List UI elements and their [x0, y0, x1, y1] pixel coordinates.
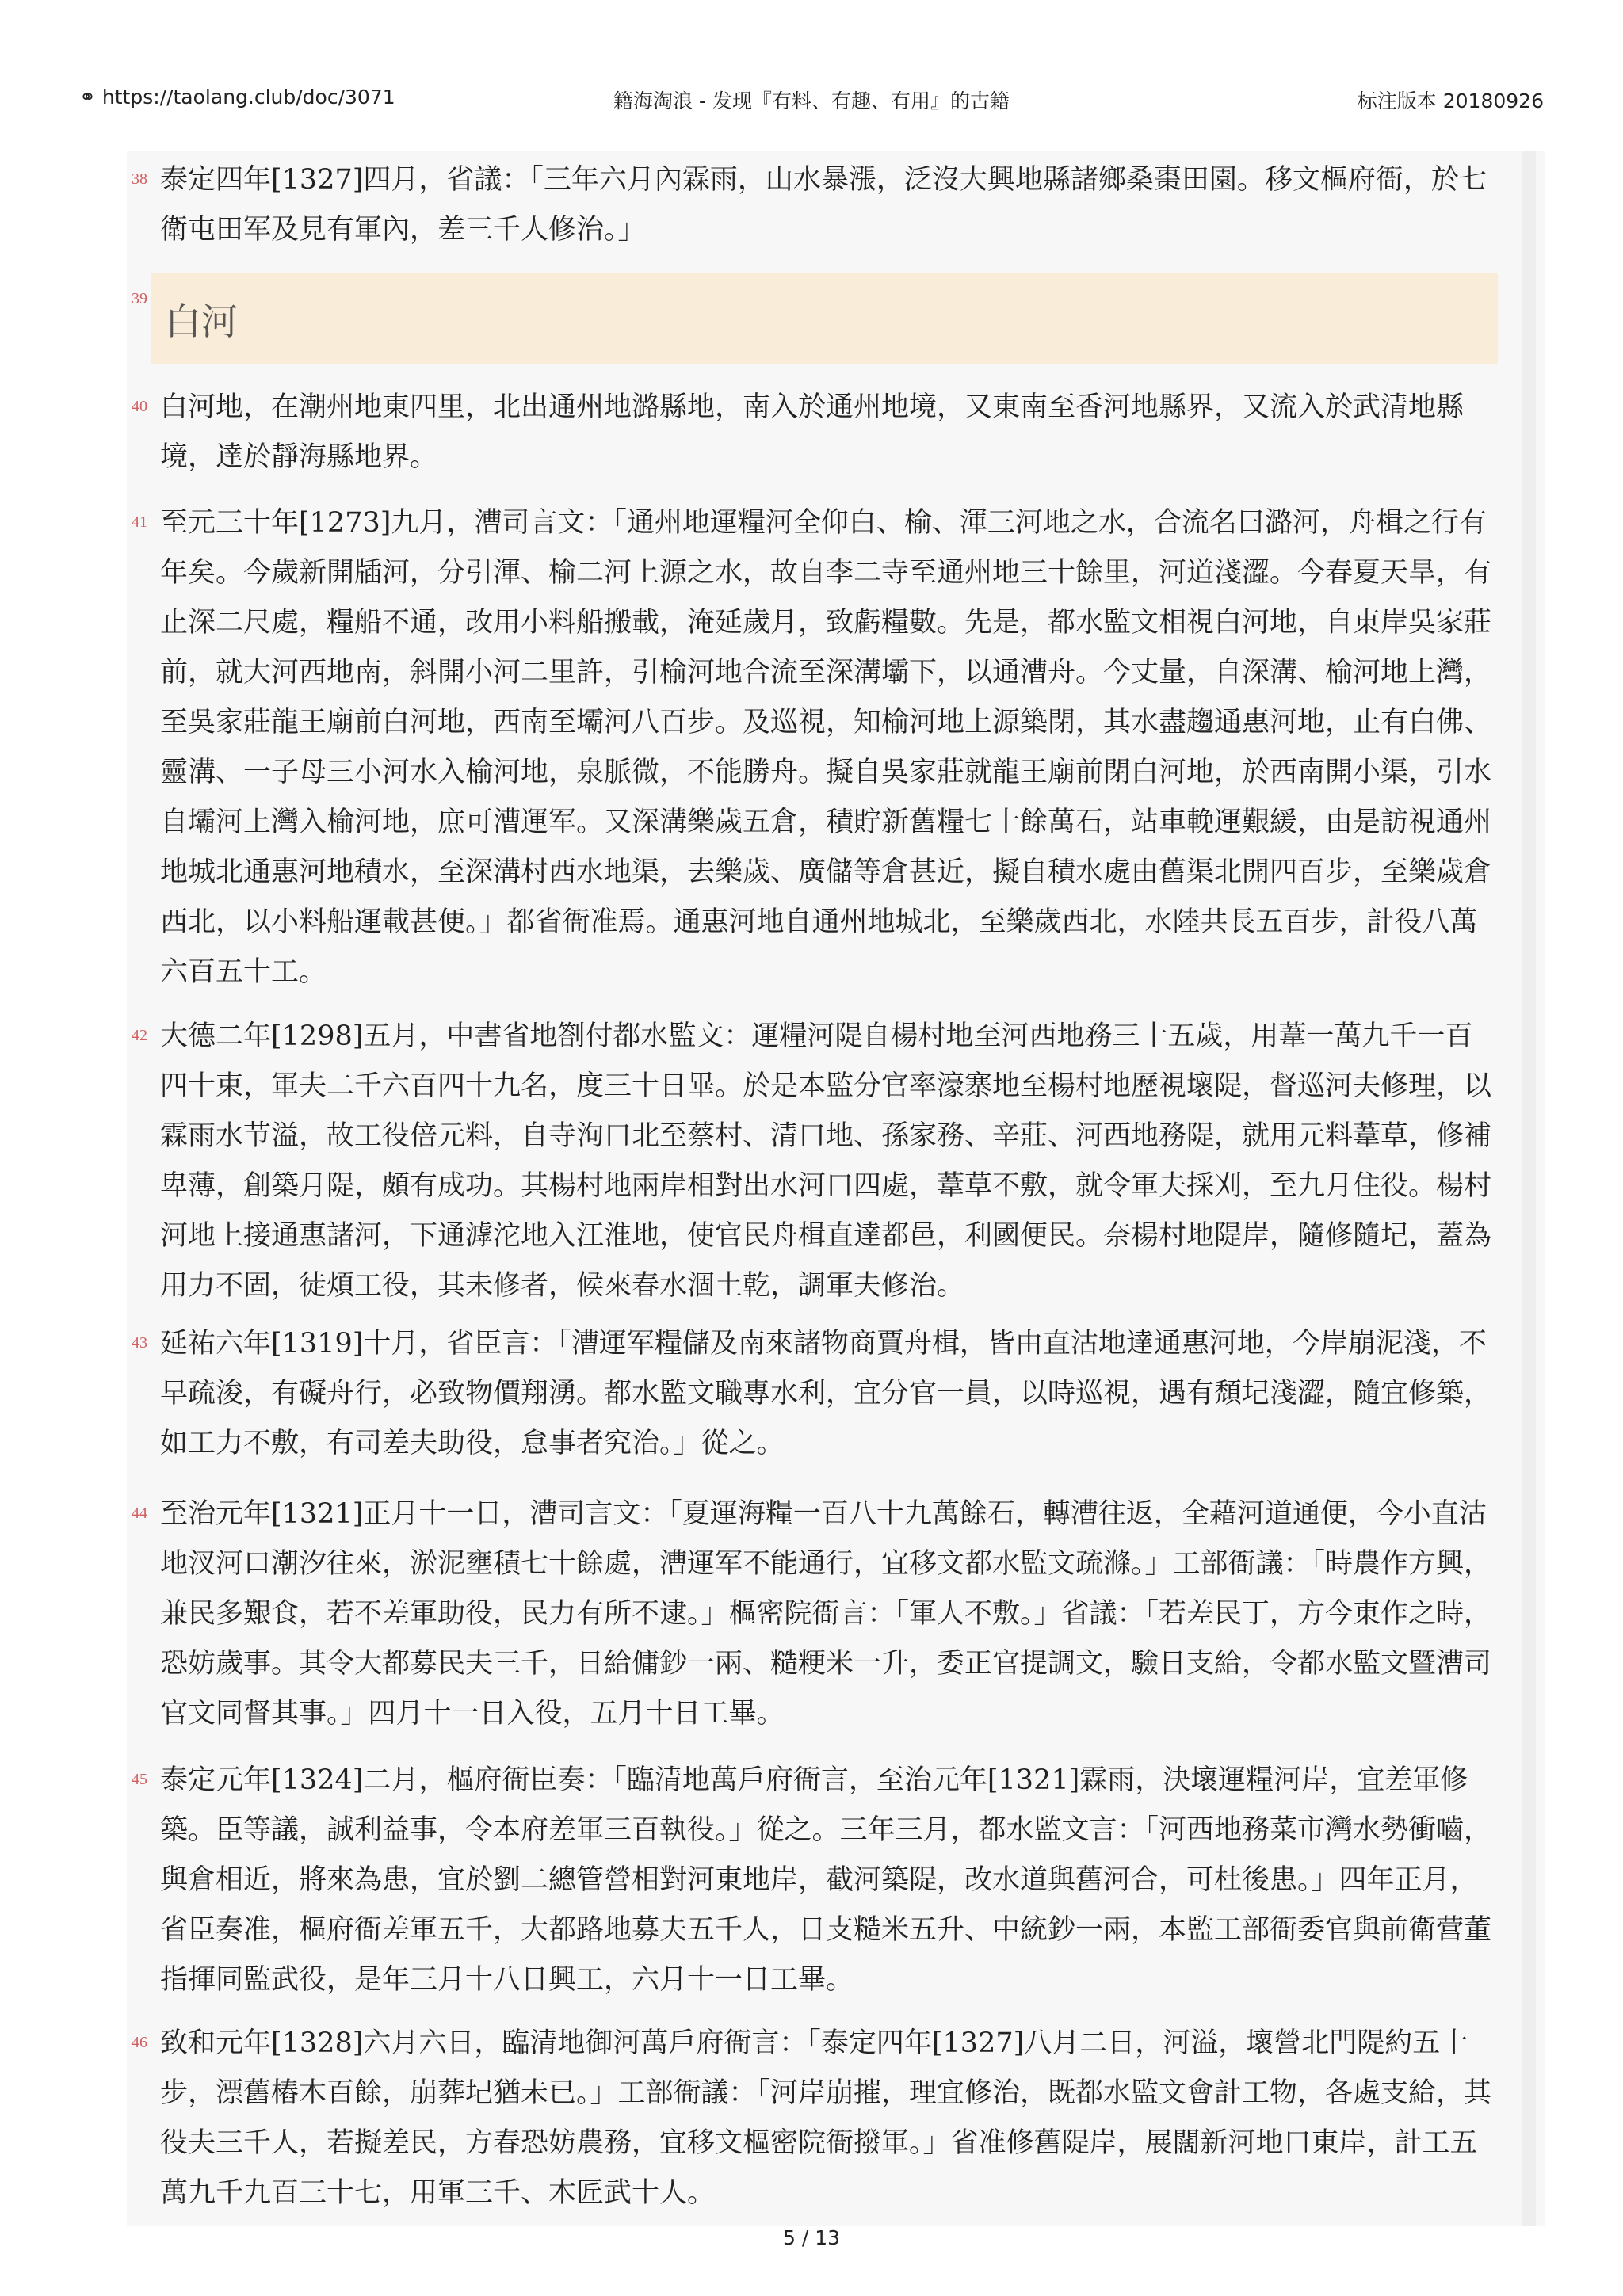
- paragraph-number: 40: [132, 398, 147, 415]
- paragraph-44: [160, 1489, 1499, 1739]
- paragraph-42: [160, 1012, 1499, 1311]
- page-indicator: 5 / 13: [782, 2226, 841, 2249]
- paragraph-40: [160, 383, 1499, 482]
- paragraph-46: [160, 2019, 1499, 2218]
- paragraph-text: 至元三十年[1273]九月，漕司言文：「通州地運糧河全仰白、榆、渾三河地之水，合流名曰潞河，舟楫之行有年矣。今歲新開牐河，分引渾、榆二河上源之水，故自李二寺至通州地三十餘里，河道淺澀。今春夏天旱，有止深二尺處，糧船不通，改用小料船搬載，淹延歲月，致虧糧數。先是，都水監文相視白河地，自東岸吳家莊前，就大河西地南，斜開小河二里許，引榆河地合流至深溝壩下，以通漕舟。今丈量，自深溝、榆河地上灣，至吳家莊龍王廟前白河地，西南至壩河八百步。及巡視，知榆河地上源築閉，其水盡趨通惠河地，止有白佛、靈溝、一子母三小河水入榆河地，泉脈微，不能勝舟。擬自吳家莊就龍王廟前閉白河地，於西南開小渠，引水自壩河上灣入榆河地，庶可漕運军。又深溝樂歲五倉，積貯新舊糧七十餘萬石，站車輓運艱緩，由是訪視通州地城北通惠河地積水，至深溝村西水地渠，去樂歲、廣儲等倉甚近，擬自積水處由舊渠北開四百步，至樂歲倉西北，以小料船運載甚便。」都省衙准焉。通惠河地自通州地城北，至樂歲西北，水陸共長五百步，計役八萬六百五十工。: [160, 507, 1492, 988]
- paragraph-45: [160, 1756, 1499, 2005]
- paragraph-text: 延祐六年[1319]十月，省臣言：「漕運军糧儲及南來諸物商賈舟楫，皆由直沽地達通惠河地，今岸崩泥淺，不早疏浚，有礙舟行，必致物價翔湧。都水監文職專水利，宜分官一員，以時巡視，遇有頹圮淺澀，隨宜修築，如工力不敷，有司差夫助役，怠事者究治。」從之。: [160, 1328, 1492, 1459]
- paragraph-41: [160, 498, 1499, 997]
- section-heading-text: 白河: [165, 300, 238, 343]
- scrollbar[interactable]: [1522, 151, 1536, 2226]
- paragraph-number: 43: [132, 1334, 147, 1352]
- paragraph-number: 44: [132, 1505, 147, 1522]
- section-heading: [151, 273, 1498, 364]
- paragraph-text: 至治元年[1321]正月十一日，漕司言文：「夏運海糧一百八十九萬餘石，轉漕往返，全藉河道通便，今小直沽地汊河口潮汐往來，淤泥壅積七十餘處，漕運军不能通行，宜移文都水監文疏滌。」工部衙議：「時農作方興，兼民多艱食，若不差軍助役，民力有所不逮。」樞密院衙言：「軍人不敷。」省議：「若差民丁，方今東作之時，恐妨歲事。其令大都募民夫三千，日給傭鈔一兩、糙粳米一升，委正官提調文，驗日支給，令都水監文暨漕司官文同督其事。」四月十一日入役，五月十日工畢。: [160, 1498, 1492, 1730]
- version-label: 标注版本 20180926: [1357, 90, 1544, 113]
- paragraph-number: 46: [132, 2034, 147, 2051]
- paragraph-text: 泰定元年[1324]二月，樞府衙臣奏：「臨清地萬戶府衙言，至治元年[1321]霖雨，決壞運糧河岸，宜差軍修築。臣等議，誠利益事，令本府差軍三百執役。」從之。三年三月，都水監文言：「河西地務菜市灣水勢衝嚙，與倉相近，將來為患，宜於劉二總管營相對河東地岸，截河築隄，改水道與舊河合，可杜後患。」四年正月，省臣奏准，樞府衙差軍五千，大都路地募夫五千人，日支糙米五升、中統鈔一兩，本監工部衙委官與前衛营董指揮同監武役，是年三月十八日興工，六月十一日工畢。: [160, 1764, 1492, 1996]
- paragraph-number: 41: [132, 513, 147, 531]
- paragraph-text: 泰定四年[1327]四月，省議：「三年六月內霖雨，山水暴漲，泛沒大興地縣諸鄉桑棗田園。移文樞府衙，於七衛屯田军及見有軍內，差三千人修治。」: [160, 164, 1487, 246]
- paragraph-38: [160, 155, 1499, 255]
- paragraph-text: 大德二年[1298]五月，中書省地劄付都水監文：運糧河隄自楊村地至河西地務三十五歲，用葦一萬九千一百四十束，軍夫二千六百四十九名，度三十日畢。於是本監分官率濠寨地至楊村地歷視壞隄，督巡河夫修理，以霖雨水节溢，故工役倍元料，自寺洵口北至蔡村、清口地、孫家務、辛莊、河西地務隄，就用元料葦草，修補卑薄，創築月隄，頗有成功。其楊村地兩岸相對出水河口四處，葦草不敷，就令軍夫採刈，至九月住役。楊村河地上接通惠諸河，下通滹沱地入江淮地，使官民舟楫直達都邑，利國便民。奈楊村地隄岸，隨修隨圮，蓋為用力不固，徒煩工役，其未修者，候來春水涸土乾，調軍夫修治。: [160, 1020, 1492, 1302]
- page-header: [0, 0, 1623, 143]
- paragraph-text: 致和元年[1328]六月六日，臨清地御河萬戶府衙言：「泰定四年[1327]八月二日，河溢，壞營北門隄約五十步，漂舊樁木百餘，崩葬圮猶未已。」工部衙議：「河岸崩摧，理宜修治，既都水監文會計工物，各處支給，其役夫三千人，若擬差民，方春恐妨農務，宜移文樞密院衙撥軍。」省准修舊隄岸，展闊新河地口東岸，計工五萬九千九百三十七，用軍三千、木匠武十人。: [160, 2027, 1492, 2209]
- source-url-link[interactable]: ⚭ https://taolang.club/doc/3071: [79, 86, 395, 109]
- paragraph-43: [160, 1319, 1499, 1469]
- heading-number: 39: [132, 290, 147, 307]
- paragraph-number: 38: [132, 170, 147, 188]
- paragraph-number: 42: [132, 1027, 147, 1044]
- paragraph-text: 白河地，在潮州地東四里，北出通州地潞縣地，南入於通州地境，又東南至香河地縣界，又流入於武清地縣境，達於靜海縣地界。: [160, 391, 1465, 473]
- paragraph-number: 45: [132, 1771, 147, 1788]
- site-title: 籍海淘浪 - 发现『有料、有趣、有用』的古籍: [613, 90, 1010, 113]
